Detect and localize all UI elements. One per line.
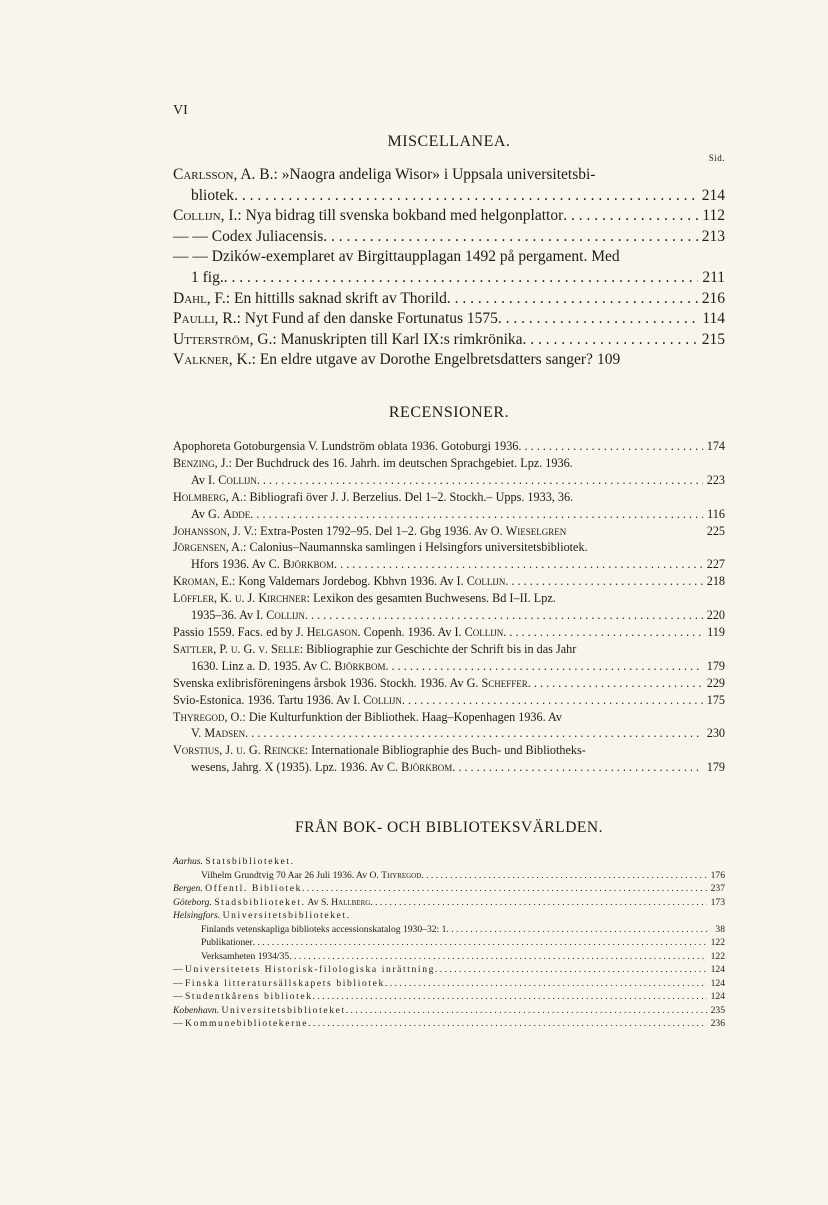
entry-author: Dahl, F.:	[173, 289, 231, 307]
news-entry	[173, 869, 725, 883]
review-entry	[173, 523, 725, 540]
entry-title: Codex Juliacensis	[211, 227, 324, 245]
entry-page: 173	[710, 896, 725, 908]
entry-title: En eldre utgave av Dorothe Engelbretsdatters sanger?	[259, 351, 593, 369]
news-entry	[173, 963, 725, 977]
entry-reviewer: Hallberg	[331, 896, 371, 908]
review-entry	[173, 573, 725, 590]
news-entry	[173, 1004, 725, 1018]
entry-author: Utterström, G.:	[173, 330, 277, 348]
fran-section	[173, 819, 725, 1031]
review-entry	[173, 489, 725, 506]
entry-title: Calonius–Naumannska samlingen i Helsingfors universitetsbibliotek.	[249, 540, 588, 555]
entry-title: Der Buchdruck des 16. Jahrh. im deutschen Sprachgebiet. Lpz. 1936.	[234, 455, 573, 470]
entry-reviewer: Thyregod	[381, 869, 422, 881]
miscellanea-title: MISCELLANEA.	[387, 133, 511, 150]
entry-reviewer: Collijn	[218, 472, 257, 487]
entry-title: Bibliographie zur Geschichte der Schrift bis in das Jahr	[306, 641, 577, 656]
entry-place: Aarhus.	[173, 856, 203, 867]
entry-reviewer: Scheffer	[481, 675, 528, 690]
entry-page: 122	[710, 937, 725, 948]
entry-reviewer: Collijn	[266, 608, 305, 623]
entry-page: 179	[706, 760, 725, 775]
entry-reviewer: Collijn	[363, 692, 402, 707]
toc-entry	[173, 289, 725, 310]
news-entry	[173, 909, 725, 923]
entry-library: Universitetsbiblioteket.	[222, 910, 351, 921]
news-entry	[173, 990, 725, 1004]
entry-title: Lexikon des gesamten Buchwesens. Bd I–II. Lpz.	[313, 591, 556, 606]
entry-page: 176	[710, 869, 725, 881]
entry-title: Passio 1559. Facs. ed by J.	[173, 624, 304, 639]
entry-author: — —	[173, 248, 208, 266]
entry-title: Nyt Fund af den danske Fortunatus 1575	[244, 310, 498, 328]
toc-entry	[173, 309, 725, 330]
entry-reviewer: Björkbom	[282, 557, 334, 572]
review-entry-cont	[173, 556, 725, 573]
entry-author: Benzing, J.:	[173, 455, 232, 470]
entry-author: — —	[173, 227, 208, 245]
entry-page: 124	[710, 977, 725, 989]
toc-entry	[173, 206, 725, 227]
entry-title: Svio-Estonica. 1936. Tartu 1936. Av I.	[173, 692, 361, 707]
entry-reviewer: Wieselgren	[505, 523, 567, 538]
toc-entry	[173, 247, 725, 268]
entry-title: Dzików-exemplaret av Birgittaupplagan 1492 på pergament. Med	[211, 248, 620, 266]
review-entry-cont	[173, 658, 725, 675]
toc-entry	[173, 330, 725, 351]
news-entry	[173, 923, 725, 937]
entry-page: 116	[707, 506, 725, 521]
recensioner-section	[173, 404, 725, 776]
entry-library: Offentl. Bibliotek	[205, 883, 302, 894]
review-entry-cont	[173, 725, 725, 742]
entry-title: Die Kulturfunktion der Bibliothek. Haag–Kopenhagen 1936. Av	[248, 709, 563, 724]
entry-library: Finska litteratursällskapets bibliotek	[185, 977, 385, 989]
entry-title-cont: Av G.	[191, 506, 220, 521]
news-entry	[173, 950, 725, 964]
entry-title: Vilhelm Grundtvig 70 Aar 26 Juli 1936. Av O.	[201, 869, 379, 881]
entry-page: 174	[706, 439, 725, 453]
entry-dash: —	[173, 1018, 183, 1029]
entry-title: Extra-Posten 1792–95. Del 1–2. Gbg 1936. Av O.	[260, 523, 503, 538]
entry-title: Nya bidrag till svenska bokband med helgonplattor	[245, 207, 564, 225]
entry-page: 235	[710, 1004, 725, 1016]
entry-title-cont: wesens, Jahrg. X (1935). Lpz. 1936. Av C.	[191, 760, 399, 775]
miscellanea-section	[173, 133, 725, 371]
entry-author: Vorstius, J. u. G. Reincke:	[173, 743, 309, 758]
review-entry	[173, 455, 725, 472]
entry-author: Johansson, J. V.:	[173, 523, 258, 538]
entry-place: Helsingfors.	[173, 910, 221, 921]
entry-page: 38	[715, 923, 725, 935]
entry-reviewer: Björkbom	[334, 658, 386, 673]
entry-dash: —	[173, 991, 183, 1002]
entry-author: Holmberg, A.:	[173, 489, 247, 504]
entry-author: Paulli, R.:	[173, 310, 241, 328]
review-entry	[173, 675, 725, 692]
entry-title: En hittills saknad skrift av Thorild	[234, 289, 447, 307]
entry-library: Kommunebibliotekerne	[185, 1018, 309, 1029]
review-entry-cont	[173, 472, 725, 489]
entry-page: 214	[701, 186, 725, 204]
entry-title-cont: 1935–36. Av I.	[191, 608, 264, 623]
entry-title: Svenska exlibrisföreningens årsbok 1936. Stockh. 1936. Av G.	[173, 675, 479, 690]
news-entry	[173, 855, 725, 869]
entry-page: 237	[710, 883, 725, 894]
entry-library: Universitetets Historisk-filologiska inrättning	[185, 964, 435, 975]
toc-entry	[173, 165, 725, 186]
entry-author: Sattler, P. u. G. v. Selle:	[173, 641, 304, 656]
entry-page: 114	[702, 310, 725, 328]
entry-title-cont: 1630. Linz a. D. 1935. Av C.	[191, 658, 332, 673]
review-entry-cont	[173, 506, 725, 523]
entry-page: 230	[706, 726, 725, 741]
entry-reviewer: Madsen	[204, 726, 246, 741]
entry-author: Thyregod, O.:	[173, 709, 246, 724]
entry-page: 109	[596, 351, 621, 369]
sid-label: Sid.	[708, 153, 725, 163]
entry-editor: Helgason	[306, 624, 358, 639]
review-entry-cont	[173, 607, 725, 624]
fran-title: FRÅN BOK- OCH BIBLIOTEKSVÄRLDEN.	[295, 819, 603, 836]
entry-dash: —	[173, 964, 183, 975]
entry-page: 124	[710, 964, 725, 975]
entry-title: Publikationer	[201, 937, 253, 948]
entry-library: Statsbiblioteket.	[205, 856, 295, 867]
entry-page: 229	[706, 675, 725, 690]
review-entry	[173, 438, 725, 455]
entry-page: 223	[706, 472, 725, 487]
toc-entry-cont	[173, 186, 725, 207]
entry-page: 213	[701, 227, 725, 245]
entry-reviewer: Björkbom	[401, 760, 453, 775]
entry-title: Verksamheten 1934/35	[201, 950, 290, 962]
toc-entry	[173, 227, 725, 248]
entry-page: 175	[706, 692, 725, 707]
news-entry	[173, 977, 725, 991]
entry-page: 216	[701, 289, 725, 307]
toc-entry	[173, 350, 725, 371]
entry-page: 112	[702, 207, 725, 225]
review-entry-cont	[173, 759, 725, 776]
entry-title-cont: 1 fig.	[191, 268, 224, 286]
entry-title-cont: bliotek	[191, 186, 235, 204]
review-entry	[173, 641, 725, 658]
entry-author: Collijn, I.:	[173, 207, 242, 225]
review-entry	[173, 539, 725, 556]
entry-title: Bibliografi över J. J. Berzelius. Del 1–2. Stockh.– Upps. 1933, 36.	[249, 489, 574, 504]
entry-library: Stadsbiblioteket.	[214, 896, 306, 908]
review-entry	[173, 692, 725, 709]
entry-reviewer: Adde	[222, 506, 251, 521]
entry-page: 119	[707, 624, 725, 639]
entry-library: Universitetsbiblioteket	[221, 1004, 346, 1016]
entry-page: 179	[706, 658, 725, 673]
entry-reviewer: Collijn	[466, 574, 506, 589]
entry-author: Jörgensen, A.:	[173, 540, 247, 555]
review-entry	[173, 709, 725, 726]
entry-title-rest: . Copenh. 1936. Av I.	[357, 624, 462, 639]
entry-page: 218	[706, 574, 725, 589]
recensioner-title: RECENSIONER.	[388, 404, 510, 421]
entry-page: 211	[702, 268, 725, 286]
entry-page: 124	[710, 991, 725, 1002]
toc-entry-cont	[173, 268, 725, 289]
entry-title-cont: V.	[191, 726, 202, 741]
entry-title: Apophoreta Gotoburgensia V. Lundström oblata 1936. Gotoburgi 1936	[173, 439, 519, 453]
entry-title-cont: Av I.	[191, 472, 216, 487]
entry-author: Löffler, K. u. J. Kirchner:	[173, 591, 311, 606]
entry-page: 215	[701, 330, 725, 348]
entry-author: Kroman, E.:	[173, 574, 236, 589]
review-entry	[173, 624, 725, 641]
entry-title: Internationale Bibliographie des Buch- und Bibliotheks-	[311, 743, 586, 758]
news-entry	[173, 936, 725, 950]
entry-page: 122	[710, 950, 725, 962]
entry-title: Manuskripten till Karl IX:s rimkrönika	[280, 330, 523, 348]
entry-dash: —	[173, 977, 183, 989]
entry-page: 225	[706, 523, 725, 538]
entry-title-cont: Hfors 1936. Av C.	[191, 557, 280, 572]
news-entry	[173, 896, 725, 910]
news-entry	[173, 1017, 725, 1031]
entry-page: 220	[706, 608, 725, 623]
entry-place: Kobenhavn.	[173, 1004, 220, 1016]
entry-title: Av S.	[307, 896, 329, 908]
entry-title: Kong Valdemars Jordebog. Kbhvn 1936. Av I.	[238, 574, 464, 589]
entry-page: 227	[706, 557, 725, 572]
entry-reviewer: Collijn	[464, 624, 504, 639]
entry-page: 236	[710, 1018, 725, 1029]
review-entry	[173, 590, 725, 607]
review-entry	[173, 742, 725, 759]
entry-author: Carlsson, A. B.:	[173, 166, 278, 183]
entry-author: Valkner, K.:	[173, 351, 256, 369]
entry-title: Finlands vetenskapliga biblioteks accessionskatalog 1930–32: 1	[201, 923, 447, 935]
entry-place: Göteborg.	[173, 896, 212, 908]
entry-place: Bergen.	[173, 883, 203, 894]
news-entry	[173, 882, 725, 896]
page-number: VI	[173, 103, 188, 118]
entry-library: Studentkårens bibliotek	[185, 991, 313, 1002]
entry-title: »Naogra andeliga Wisor» i Uppsala universitetsbi-	[281, 166, 596, 183]
